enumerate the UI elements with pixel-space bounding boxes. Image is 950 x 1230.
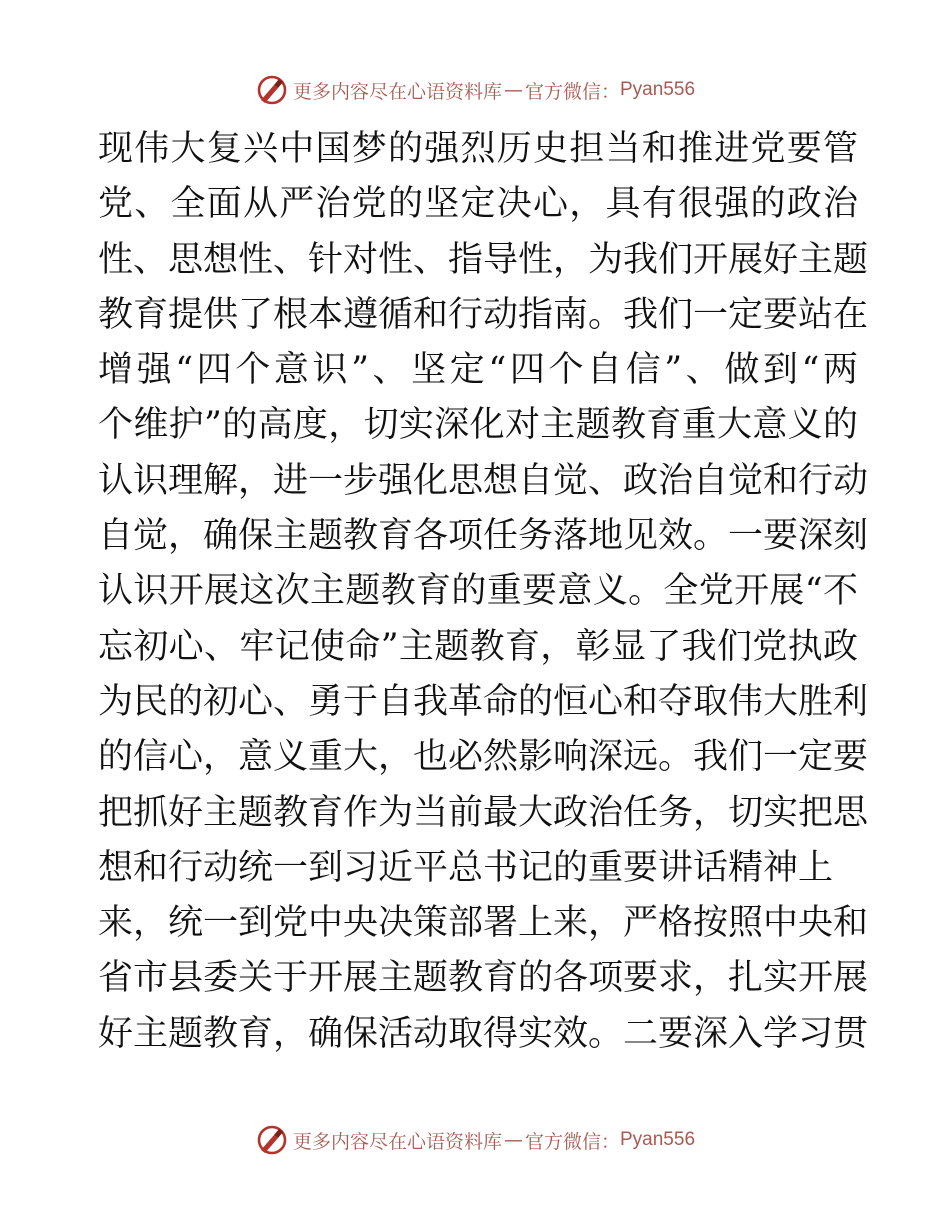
body-line: 忘初心、牢记使命”主题教育，彰显了我们党执政	[98, 626, 858, 667]
header-watermark	[0, 70, 950, 110]
watermark-handle: Pyan556	[620, 79, 696, 100]
watermark-site-text: 更多内容尽在心语资料库	[292, 80, 502, 103]
watermark-official-text: 官方微信：	[524, 80, 620, 103]
body-line: 教育提供了根本遵循和行动指南。我们一定要站在	[98, 294, 869, 335]
body-line: 个维护”的高度，切实深化对主题教育重大意义的	[98, 405, 858, 446]
pen-circle-logo-icon	[255, 1123, 289, 1157]
body-line: 的信心，意义重大，也必然影响深远。我们一定要	[98, 737, 869, 778]
watermark-official-text: 官方微信：	[524, 1130, 620, 1153]
body-text	[98, 122, 869, 1062]
body-line: 来，统一到党中央决策部署上来，严格按照中央和	[98, 903, 869, 944]
body-line: 想和行动统一到习近平总书记的重要讲话精神上	[98, 847, 834, 888]
watermark-dash: —	[503, 1129, 523, 1151]
body-line: 把抓好主题教育作为当前最大政治任务，切实把思	[98, 792, 869, 833]
watermark-dash: —	[503, 79, 523, 101]
body-line: 性、思想性、针对性、指导性，为我们开展好主题	[98, 239, 869, 280]
body-line: 党、全面从严治党的坚定决心，具有很强的政治	[98, 184, 858, 225]
body-line: 认识理解，进一步强化思想自觉、政治自觉和行动	[98, 460, 869, 501]
footer-watermark	[0, 1120, 950, 1160]
body-line: 现伟大复兴中国梦的强烈历史担当和推进党要管	[98, 129, 858, 169]
watermark-handle: Pyan556	[620, 1129, 696, 1150]
body-line: 增强“四个意识”、坚定“四个自信”、做到“两	[98, 350, 858, 391]
body-line: 为民的初心、勇于自我革命的恒心和夺取伟大胜利	[98, 681, 869, 722]
body-line: 自觉，确保主题教育各项任务落地见效。一要深刻	[98, 516, 869, 557]
body-line: 认识开展这次主题教育的重要意义。全党开展“不	[98, 571, 858, 612]
watermark-site-text: 更多内容尽在心语资料库	[292, 1130, 502, 1153]
body-line: 省市县委关于开展主题教育的各项要求，扎实开展	[98, 958, 869, 999]
body-line: 好主题教育，确保活动取得实效。二要深入学习贯	[98, 1013, 869, 1054]
pen-circle-logo-icon	[255, 73, 289, 107]
